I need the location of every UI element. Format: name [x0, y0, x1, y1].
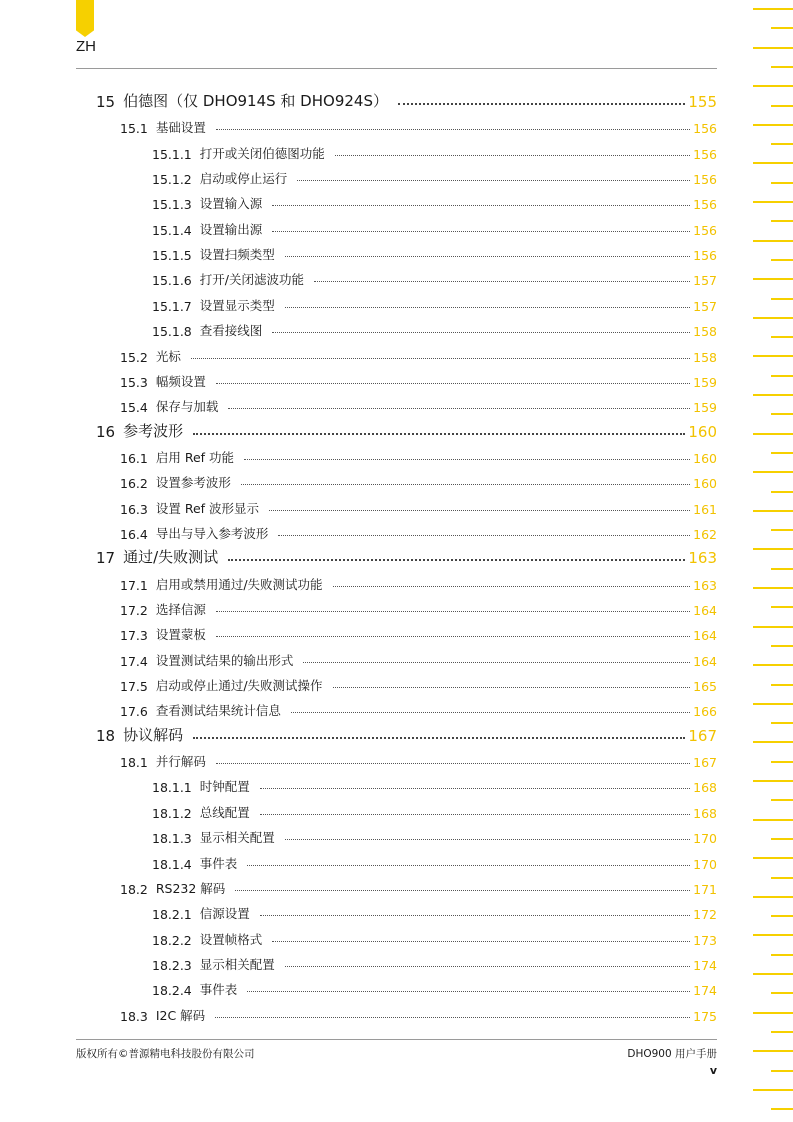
toc-entry-page: 163 — [688, 549, 717, 568]
toc-entry-number: 16.3 — [120, 501, 148, 517]
toc-entry-title: 伯德图（仅 DHO914S 和 DHO924S） — [123, 92, 388, 110]
ruler-tick — [753, 934, 793, 936]
toc-entry-title: 设置输出源 — [199, 221, 263, 237]
toc-entry-page: 165 — [693, 679, 717, 695]
toc-entry-number: 15.1 — [120, 121, 148, 137]
toc-entry-title: 幅频设置 — [155, 373, 206, 389]
toc-entry-page: 168 — [693, 780, 717, 796]
ruler-tick — [753, 741, 793, 743]
toc-entry-title: 基础设置 — [155, 120, 206, 136]
toc-entry-page: 156 — [693, 172, 717, 188]
toc-entry-page: 156 — [693, 146, 717, 162]
toc-entry-number: 18.1.3 — [152, 831, 192, 847]
toc-entry-number: 18.3 — [120, 1008, 148, 1024]
ruler-tick — [771, 375, 793, 377]
ruler-tick — [771, 336, 793, 338]
toc-entry-page: 159 — [693, 374, 717, 390]
toc-entry-title: 打开/关闭滤波功能 — [199, 272, 304, 288]
ruler-tick — [771, 761, 793, 763]
toc-entry-level-2[interactable] — [120, 469, 717, 491]
toc-entry-level-3[interactable] — [152, 266, 717, 288]
toc-entry-number: 15.1.8 — [152, 324, 192, 340]
ruler-tick — [771, 27, 793, 29]
toc-entry-number: 15.1.1 — [152, 146, 192, 162]
toc-dot-leader — [241, 484, 690, 485]
ruler-tick — [771, 491, 793, 493]
ruler-tick — [771, 1108, 793, 1110]
toc-entry-level-3[interactable] — [152, 292, 717, 314]
toc-entry-title: 启动或停止运行 — [199, 171, 288, 187]
ruler-tick — [771, 143, 793, 145]
toc-entry-page: 160 — [693, 450, 717, 466]
toc-entry-level-3[interactable] — [152, 850, 717, 872]
toc-entry-number: 17.1 — [120, 577, 148, 593]
toc-entry-title: 选择信源 — [155, 602, 206, 617]
toc-entry-level-1[interactable] — [96, 723, 717, 745]
toc-entry-page: 157 — [693, 273, 717, 289]
toc-entry-title: 事件表 — [199, 855, 238, 871]
toc-entry-number: 15 — [96, 93, 116, 111]
toc-entry-number: 18.1.4 — [152, 856, 192, 872]
toc-entry-page: 168 — [693, 805, 717, 821]
toc-entry-title: 设置扫频类型 — [199, 247, 275, 263]
toc-entry-number: 18.1.2 — [152, 805, 192, 821]
ruler-tick — [753, 394, 793, 396]
toc-entry-level-3[interactable] — [152, 773, 717, 795]
toc-entry-level-2[interactable] — [120, 647, 717, 669]
ruler-tick — [753, 1012, 793, 1014]
toc-entry-level-2[interactable] — [120, 875, 717, 897]
toc-entry-number: 17 — [96, 549, 116, 568]
toc-entry-level-3[interactable] — [152, 976, 717, 998]
toc-dot-leader — [333, 586, 691, 587]
toc-entry-number: 16.1 — [120, 450, 148, 466]
toc-dot-leader — [285, 966, 690, 967]
toc-dot-leader — [272, 941, 690, 942]
toc-entry-title: 显示相关配置 — [199, 830, 275, 846]
toc-entry-page: 162 — [693, 526, 717, 542]
toc-entry-title: 打开或关闭伯德图功能 — [199, 145, 325, 161]
toc-dot-leader — [247, 991, 690, 992]
ruler-tick — [753, 47, 793, 49]
toc-dot-leader — [193, 737, 685, 739]
toc-entry-title: 保存与加载 — [155, 399, 219, 415]
ruler-tick — [753, 201, 793, 203]
toc-entry-page: 157 — [693, 298, 717, 314]
toc-entry-title: 总线配置 — [199, 804, 250, 820]
toc-entry-title: 查看接线图 — [199, 323, 263, 339]
ruler-tick — [753, 124, 793, 126]
toc-entry-level-3[interactable] — [152, 317, 717, 339]
toc-entry-page: 164 — [693, 603, 717, 618]
toc-entry-level-3[interactable] — [152, 799, 717, 821]
toc-entry-number: 16.2 — [120, 476, 148, 492]
toc-entry-title: 导出与导入参考波形 — [155, 525, 269, 541]
toc-entry-level-2[interactable] — [120, 444, 717, 466]
toc-entry-level-3[interactable] — [152, 190, 717, 212]
ruler-tick — [771, 645, 793, 647]
footer-copyright: 版权所有©普源精电科技股份有限公司 — [76, 1048, 255, 1060]
toc-entry-title: 光标 — [155, 348, 181, 364]
header-divider — [76, 68, 717, 69]
toc-dot-leader — [285, 307, 690, 308]
ruler-tick — [753, 587, 793, 589]
toc-entry-level-3[interactable] — [152, 140, 717, 162]
toc-entry-number: 18.2.3 — [152, 957, 192, 973]
toc-entry-level-2[interactable] — [120, 393, 717, 415]
ruler-tick — [771, 182, 793, 184]
toc-entry-page: 155 — [688, 93, 717, 111]
toc-entry-page: 172 — [693, 907, 717, 923]
toc-entry-title: 协议解码 — [123, 725, 184, 744]
ruler-tick — [771, 992, 793, 994]
toc-entry-level-2[interactable] — [120, 368, 717, 390]
chapter-tab-marker — [76, 0, 94, 37]
ruler-tick — [771, 66, 793, 68]
ruler-tick — [771, 799, 793, 801]
footer-page-number: v — [709, 1064, 717, 1077]
ruler-tick — [753, 626, 793, 628]
toc-entry-level-2[interactable] — [120, 748, 717, 770]
ruler-tick — [771, 452, 793, 454]
toc-entry-number: 15.2 — [120, 349, 148, 365]
ruler-tick — [753, 664, 793, 666]
ruler-tick — [771, 722, 793, 724]
toc-dot-leader — [228, 408, 690, 409]
ruler-tick — [753, 1089, 793, 1091]
toc-dot-leader — [269, 510, 690, 511]
footer-manual-title: DHO900 用户手册 — [627, 1048, 717, 1060]
toc-dot-leader — [216, 763, 690, 764]
toc-entry-level-2[interactable] — [120, 1002, 717, 1024]
ruler-tick — [771, 606, 793, 608]
ruler-tick — [753, 317, 793, 319]
toc-dot-leader — [398, 103, 685, 105]
toc-dot-leader — [260, 788, 690, 789]
ruler-tick — [753, 240, 793, 242]
toc-dot-leader — [244, 459, 690, 460]
toc-entry-number: 18 — [96, 726, 116, 745]
ruler-tick — [753, 278, 793, 280]
toc-entry-title: 通过/失败测试 — [123, 548, 219, 567]
ruler-tick — [753, 819, 793, 821]
toc-entry-title: 查看测试结果统计信息 — [155, 703, 281, 719]
toc-entry-page: 156 — [693, 248, 717, 264]
toc-entry-level-1[interactable] — [96, 419, 717, 441]
toc-entry-number: 15.1.3 — [152, 197, 192, 213]
toc-entry-page: 174 — [693, 983, 717, 999]
ruler-tick — [771, 298, 793, 300]
toc-entry-title: 设置测试结果的输出形式 — [155, 652, 294, 668]
toc-dot-leader — [333, 687, 691, 688]
toc-entry-level-2[interactable] — [120, 672, 717, 694]
toc-dot-leader — [278, 535, 690, 536]
toc-dot-leader — [303, 662, 690, 663]
toc-entry-title: 启用或禁用通过/失败测试功能 — [155, 576, 323, 592]
ruler-tick — [771, 954, 793, 956]
ruler-tick — [771, 684, 793, 686]
toc-entry-title: 事件表 — [199, 982, 238, 998]
toc-entry-page: 175 — [693, 1008, 717, 1024]
toc-dot-leader — [272, 205, 690, 206]
toc-entry-level-2[interactable] — [120, 571, 717, 593]
toc-dot-leader — [215, 1017, 690, 1018]
toc-entry-page: 174 — [693, 957, 717, 973]
toc-dot-leader — [297, 180, 690, 181]
toc-entry-level-3[interactable] — [152, 824, 717, 846]
toc-entry-title: I2C 解码 — [155, 1007, 206, 1023]
toc-entry-number: 16.4 — [120, 526, 148, 542]
side-ruler-decoration — [748, 0, 793, 1122]
toc-entry-level-3[interactable] — [152, 216, 717, 238]
ruler-tick — [753, 548, 793, 550]
toc-entry-title: 并行解码 — [155, 754, 206, 770]
ruler-tick — [753, 433, 793, 435]
toc-entry-number: 18.1.1 — [152, 780, 192, 796]
toc-entry-number: 15.1.2 — [152, 172, 192, 188]
ruler-tick — [771, 529, 793, 531]
ruler-tick — [753, 973, 793, 975]
toc-entry-number: 17.2 — [120, 603, 148, 618]
ruler-tick — [753, 896, 793, 898]
toc-dot-leader — [285, 256, 690, 257]
toc-entry-level-1[interactable] — [96, 545, 717, 567]
toc-entry-page: 161 — [693, 501, 717, 517]
ruler-tick — [753, 8, 793, 10]
toc-entry-level-3[interactable] — [152, 241, 717, 263]
toc-dot-leader — [272, 332, 690, 333]
toc-entry-number: 18.1 — [120, 755, 148, 771]
toc-dot-leader — [235, 890, 690, 891]
toc-entry-number: 17.4 — [120, 653, 148, 669]
toc-dot-leader — [291, 712, 690, 713]
toc-entry-number: 15.3 — [120, 374, 148, 390]
toc-entry-page: 164 — [693, 653, 717, 669]
toc-dot-leader — [191, 358, 690, 359]
toc-dot-leader — [216, 611, 690, 612]
toc-dot-leader — [216, 129, 690, 130]
ruler-tick — [771, 838, 793, 840]
toc-entry-level-3[interactable] — [152, 951, 717, 973]
toc-entry-page: 156 — [693, 121, 717, 137]
toc-entry-number: 18.2 — [120, 881, 148, 897]
toc-entry-number: 18.2.4 — [152, 983, 192, 999]
toc-entry-title: 显示相关配置 — [199, 956, 275, 972]
toc-entry-number: 15.1.7 — [152, 298, 192, 314]
ruler-tick — [771, 877, 793, 879]
toc-entry-number: 15.1.4 — [152, 222, 192, 238]
toc-entry-level-2[interactable] — [120, 697, 717, 719]
toc-entry-page: 159 — [693, 400, 717, 416]
ruler-tick — [771, 259, 793, 261]
ruler-tick — [753, 471, 793, 473]
ruler-tick — [771, 413, 793, 415]
toc-entry-page: 164 — [693, 628, 717, 644]
toc-entry-number: 17.5 — [120, 679, 148, 695]
toc-dot-leader — [272, 231, 690, 232]
toc-entry-number: 15.1.6 — [152, 273, 192, 289]
toc-entry-page: 163 — [693, 577, 717, 593]
toc-entry-number: 17.6 — [120, 704, 148, 720]
toc-entry-level-2[interactable] — [120, 621, 717, 643]
toc-dot-leader — [247, 865, 690, 866]
ruler-tick — [771, 105, 793, 107]
ruler-tick — [753, 162, 793, 164]
toc-entry-number: 18.2.1 — [152, 907, 192, 923]
toc-entry-title: 启动或停止通过/失败测试操作 — [155, 678, 323, 694]
toc-entry-level-3[interactable] — [152, 900, 717, 922]
toc-dot-leader — [260, 814, 690, 815]
ruler-tick — [771, 1031, 793, 1033]
ruler-tick — [771, 220, 793, 222]
toc-entry-level-2[interactable] — [120, 520, 717, 542]
toc-dot-leader — [216, 383, 690, 384]
toc-entry-level-3[interactable] — [152, 165, 717, 187]
toc-entry-title: 启用 Ref 功能 — [155, 449, 235, 465]
ruler-tick — [771, 568, 793, 570]
toc-entry-page: 160 — [688, 422, 717, 441]
toc-entry-level-2[interactable] — [120, 114, 717, 136]
toc-dot-leader — [228, 559, 685, 561]
toc-entry-title: 设置帧格式 — [199, 931, 263, 947]
toc-entry-page: 160 — [693, 476, 717, 492]
toc-entry-title: 参考波形 — [123, 421, 184, 440]
toc-entry-page: 173 — [693, 932, 717, 948]
ruler-tick — [753, 355, 793, 357]
toc-entry-page: 158 — [693, 349, 717, 365]
toc-entry-level-2[interactable] — [120, 343, 717, 365]
toc-dot-leader — [193, 433, 685, 435]
ruler-tick — [753, 703, 793, 705]
ruler-tick — [753, 1050, 793, 1052]
toc-entry-number: 18.2.2 — [152, 932, 192, 948]
toc-entry-number: 17.3 — [120, 628, 148, 644]
toc-entry-number: 15.1.5 — [152, 248, 192, 264]
ruler-tick — [753, 857, 793, 859]
toc-entry-level-2[interactable] — [120, 596, 717, 618]
toc-entry-level-3[interactable] — [152, 926, 717, 948]
ruler-tick — [771, 915, 793, 917]
toc-entry-title: 时钟配置 — [199, 779, 250, 795]
toc-entry-level-2[interactable] — [120, 495, 717, 517]
toc-dot-leader — [260, 915, 690, 916]
ruler-tick — [753, 510, 793, 512]
toc-dot-leader — [216, 636, 690, 637]
toc-entry-page: 170 — [693, 831, 717, 847]
toc-entry-page: 158 — [693, 324, 717, 340]
toc-entry-page: 167 — [693, 755, 717, 771]
toc-entry-title: RS232 解码 — [155, 880, 226, 896]
toc-entry-page: 166 — [693, 704, 717, 720]
language-label: ZH — [76, 38, 96, 55]
toc-entry-level-1[interactable] — [96, 89, 717, 111]
toc-entry-page: 171 — [693, 881, 717, 897]
toc-entry-page: 156 — [693, 197, 717, 213]
toc-dot-leader — [314, 281, 690, 282]
footer-divider — [76, 1039, 717, 1040]
toc-entry-number: 16 — [96, 422, 116, 441]
toc-entry-title: 信源设置 — [199, 906, 250, 922]
toc-entry-title: 设置 Ref 波形显示 — [155, 500, 260, 516]
toc-entry-page: 170 — [693, 856, 717, 872]
ruler-tick — [771, 1070, 793, 1072]
toc-entry-title: 设置蒙板 — [155, 627, 206, 643]
toc-entry-page: 167 — [688, 726, 717, 745]
toc-dot-leader — [285, 839, 690, 840]
ruler-tick — [753, 780, 793, 782]
toc-entry-number: 15.4 — [120, 400, 148, 416]
toc-entry-page: 156 — [693, 222, 717, 238]
toc-entry-title: 设置参考波形 — [155, 475, 231, 491]
ruler-tick — [753, 85, 793, 87]
toc-entry-title: 设置输入源 — [199, 196, 263, 212]
toc-dot-leader — [335, 155, 690, 156]
toc-entry-title: 设置显示类型 — [199, 297, 275, 313]
